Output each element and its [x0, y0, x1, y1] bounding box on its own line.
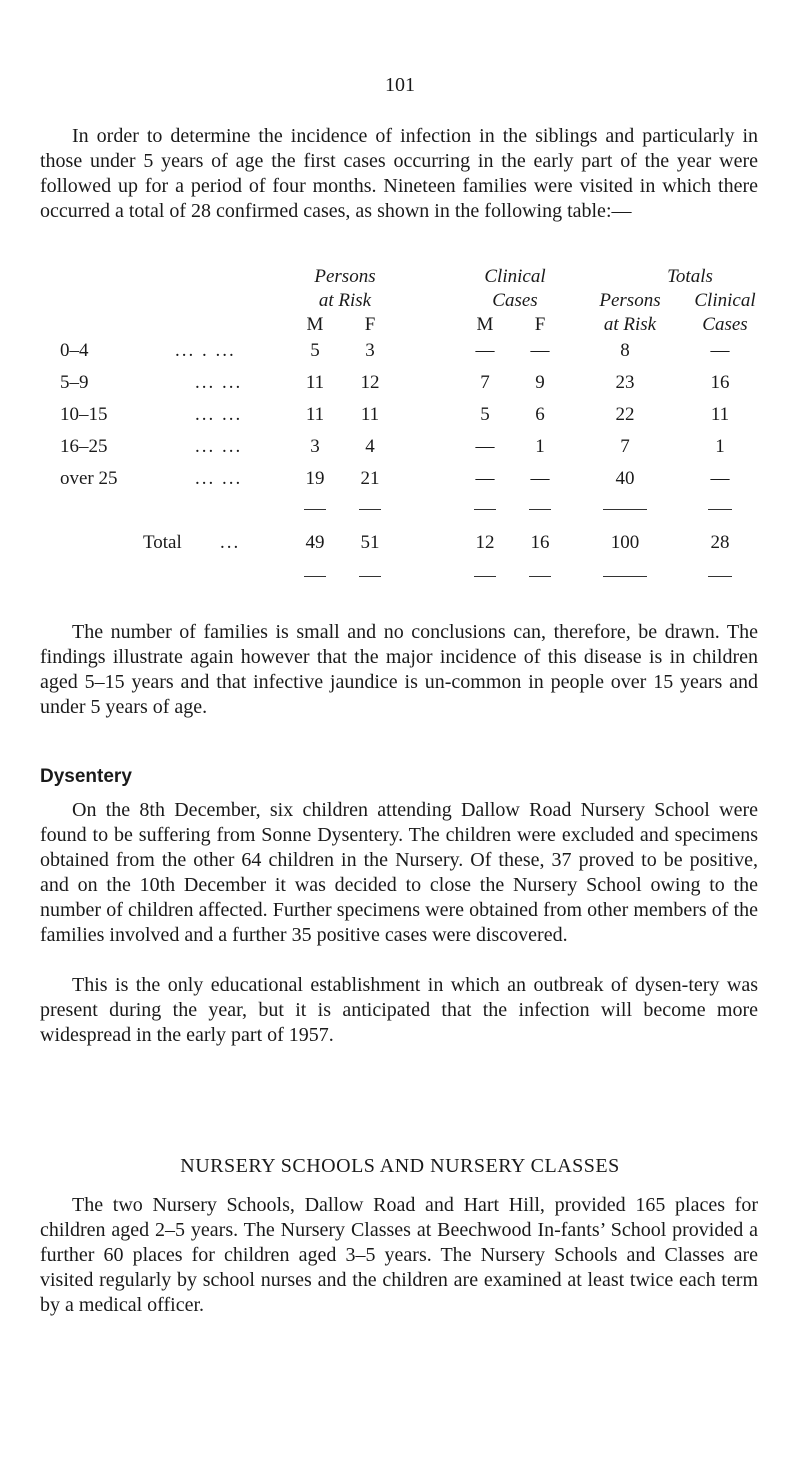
cell-tot-c: 16	[710, 372, 730, 393]
cell-tot-p: 8	[620, 340, 630, 361]
cell-cc-m: —	[475, 468, 495, 489]
cell-cc-f: 1	[535, 436, 545, 457]
cell-par-m: 11	[305, 404, 325, 425]
row-dots: ... ...	[195, 404, 243, 425]
total-par-m: 49	[305, 532, 325, 553]
nursery-heading: NURSERY SCHOOLS AND NURSERY CLASSES	[180, 1155, 620, 1177]
cell-par-m: 3	[310, 436, 320, 457]
header-persons-1: Persons	[314, 266, 376, 287]
rule	[304, 576, 326, 577]
header-totals-persons-1: Persons	[599, 290, 661, 311]
cell-par-f: 21	[360, 468, 380, 489]
dysentery-heading: Dysentery	[40, 766, 132, 787]
row-label: 5–9	[60, 372, 89, 393]
header-clinical-1: Clinical	[484, 266, 546, 287]
total-label: Total	[143, 532, 182, 553]
nursery-paragraph: The two Nursery Schools, Dallow Road and Hart Hill, provided 165 places for children aged 2–5 years. The Nursery Classes at Beechwood In-fants’ School provided a further 60 places for children aged 3–5 years. The Nursery Schools and Classes are visited regularly by school nurses and the children are examined at least twice each term by a medical officer.	[40, 1194, 758, 1316]
total-cc-f: 16	[530, 532, 550, 553]
rule	[359, 576, 381, 577]
row-dots: ... ...	[195, 468, 243, 489]
row-dots: ... ...	[195, 436, 243, 457]
subheader-cc-f: F	[534, 314, 546, 335]
rule	[529, 509, 551, 510]
row-label: 16–25	[60, 436, 108, 457]
rule	[529, 576, 551, 577]
row-label: 10–15	[60, 404, 108, 425]
row-label: over 25	[60, 468, 118, 489]
cell-par-m: 11	[305, 372, 325, 393]
cell-par-f: 4	[365, 436, 375, 457]
cell-tot-p: 23	[615, 372, 635, 393]
dysentery-paragraph-1: On the 8th December, six children attending Dallow Road Nursery School were found to be suffering from Sonne Dysentery. The children were excluded and specimens obtained from the other 64 children in the Nursery. Of these, 37 proved to be positive, and on the 10th December it was decided to close the Nursery School owing to the number of children affected. Further specimens were obtained from other members of the families involved and a further 35 positive cases were discovered.	[40, 799, 758, 946]
cell-tot-p: 40	[615, 468, 635, 489]
total-cc-m: 12	[475, 532, 495, 553]
cell-tot-c: —	[710, 468, 730, 489]
cell-par-m: 5	[310, 340, 320, 361]
conclusion-paragraph: The number of families is small and no conclusions can, therefore, be drawn. The findings illustrate again however that the major incidence of this disease is in children aged 5–15 years and that infective jaundice is un-common in people over 15 years and under 5 years of age.	[40, 621, 758, 718]
header-clinical-2: Cases	[492, 290, 538, 311]
header-totals-persons-2: at Risk	[603, 314, 657, 335]
rule	[474, 576, 496, 577]
cell-cc-f: 9	[535, 372, 545, 393]
cell-tot-p: 7	[620, 436, 630, 457]
total-tot-p: 100	[610, 532, 640, 553]
cell-cc-f: —	[530, 340, 550, 361]
cell-cc-m: —	[475, 340, 495, 361]
cell-cc-f: —	[530, 468, 550, 489]
cell-tot-c: —	[710, 340, 730, 361]
total-par-f: 51	[360, 532, 380, 553]
cell-cc-m: 5	[480, 404, 490, 425]
subheader-par-f: F	[364, 314, 376, 335]
row-dots: ... ...	[195, 372, 243, 393]
cell-tot-p: 22	[615, 404, 635, 425]
header-persons-2: at Risk	[318, 290, 372, 311]
cell-tot-c: 1	[715, 436, 725, 457]
header-totals-clinical-2: Cases	[702, 314, 748, 335]
subheader-cc-m: M	[476, 314, 494, 335]
cell-par-f: 11	[360, 404, 380, 425]
rule	[474, 509, 496, 510]
cell-cc-f: 6	[535, 404, 545, 425]
rule	[603, 509, 647, 510]
cell-par-f: 12	[360, 372, 380, 393]
rule	[708, 509, 732, 510]
rule	[603, 576, 647, 577]
rule	[304, 509, 326, 510]
cell-par-m: 19	[305, 468, 325, 489]
total-tot-c: 28	[710, 532, 730, 553]
cell-tot-c: 11	[710, 404, 730, 425]
rule	[708, 576, 732, 577]
cell-cc-m: 7	[480, 372, 490, 393]
dysentery-paragraph-2: This is the only educational establishment in which an outbreak of dysen-tery was present during the year, but it is anticipated that the infection will become more widespread in the early part of 1957.	[40, 974, 758, 1046]
rule	[359, 509, 381, 510]
page-number: 101	[385, 74, 415, 96]
row-dots: ... . ...	[175, 340, 236, 361]
subheader-par-m: M	[306, 314, 324, 335]
cell-cc-m: —	[475, 436, 495, 457]
header-totals-clinical-1: Clinical	[694, 290, 756, 311]
row-label: 0–4	[60, 340, 89, 361]
header-totals: Totals	[667, 266, 713, 287]
total-dots: ...	[220, 532, 241, 553]
cell-par-f: 3	[365, 340, 375, 361]
intro-paragraph: In order to determine the incidence of infection in the siblings and particularly in those under 5 years of age the first cases occurring in the early part of the year were followed up for a period of four months. Nineteen families were visited in which there occurred a total of 28 confirmed cases, as shown in the following table:—	[40, 125, 758, 222]
